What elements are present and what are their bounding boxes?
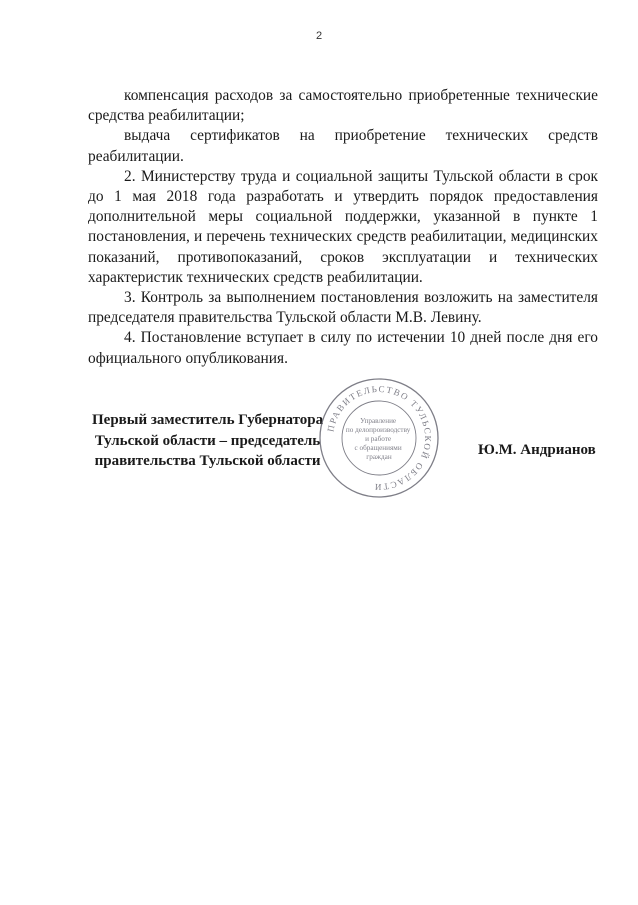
signatory-title-line: Первый заместитель Губернатора: [92, 412, 324, 428]
paragraph-item-4: 4. Постановление вступает в силу по истечении 10 дней после дня его официального опубликования.: [88, 329, 598, 367]
seal-center-line: по делопроизводству: [345, 426, 411, 434]
paragraph-compensation: компенсация расходов за самостоятельно приобретенные технические средства реабилитации;: [88, 87, 598, 125]
seal-center-line: Управление: [360, 417, 397, 425]
seal-center-line: граждан: [366, 453, 392, 461]
svg-text:Управление по делопроизвод: [346, 417, 412, 461]
seal-ring-text: ПРАВИТЕЛЬСТВО ТУЛЬСКОЙ ОБЛАСТИ: [325, 383, 434, 493]
document-body: [88, 86, 598, 369]
official-seal-stamp: [318, 377, 440, 499]
signatory-name: Ю.М. Андрианов: [478, 442, 596, 458]
paragraph-item-3: 3. Контроль за выполнением постановления возложить на заместителя председателя правительства Тульской области М.В. Левину.: [88, 289, 598, 327]
signatory-title-line: Тульской области – председатель: [94, 432, 321, 449]
signatory-title-line: правительства Тульской области: [94, 453, 321, 469]
signatory-title: [92, 410, 323, 472]
paragraph-item-2: 2. Министерству труда и социальной защиты Тульской области в срок до 1 мая 2018 года разработать и утвердить порядок предоставления дополнительной меры социальной поддержки, указанной в пункте 1 постановления, и перечень технических средств реабилитации, медицинских показаний, противопоказаний, сроков эксплуатации и технических характеристик технических средств реабилитации.: [88, 167, 598, 286]
page-number: 2: [315, 30, 323, 42]
seal-center-line: и работе: [365, 435, 392, 443]
seal-center-line: с обращениями: [354, 444, 402, 452]
paragraph-certificates: выдача сертификатов на приобретение технических средств реабилитации.: [88, 127, 598, 165]
